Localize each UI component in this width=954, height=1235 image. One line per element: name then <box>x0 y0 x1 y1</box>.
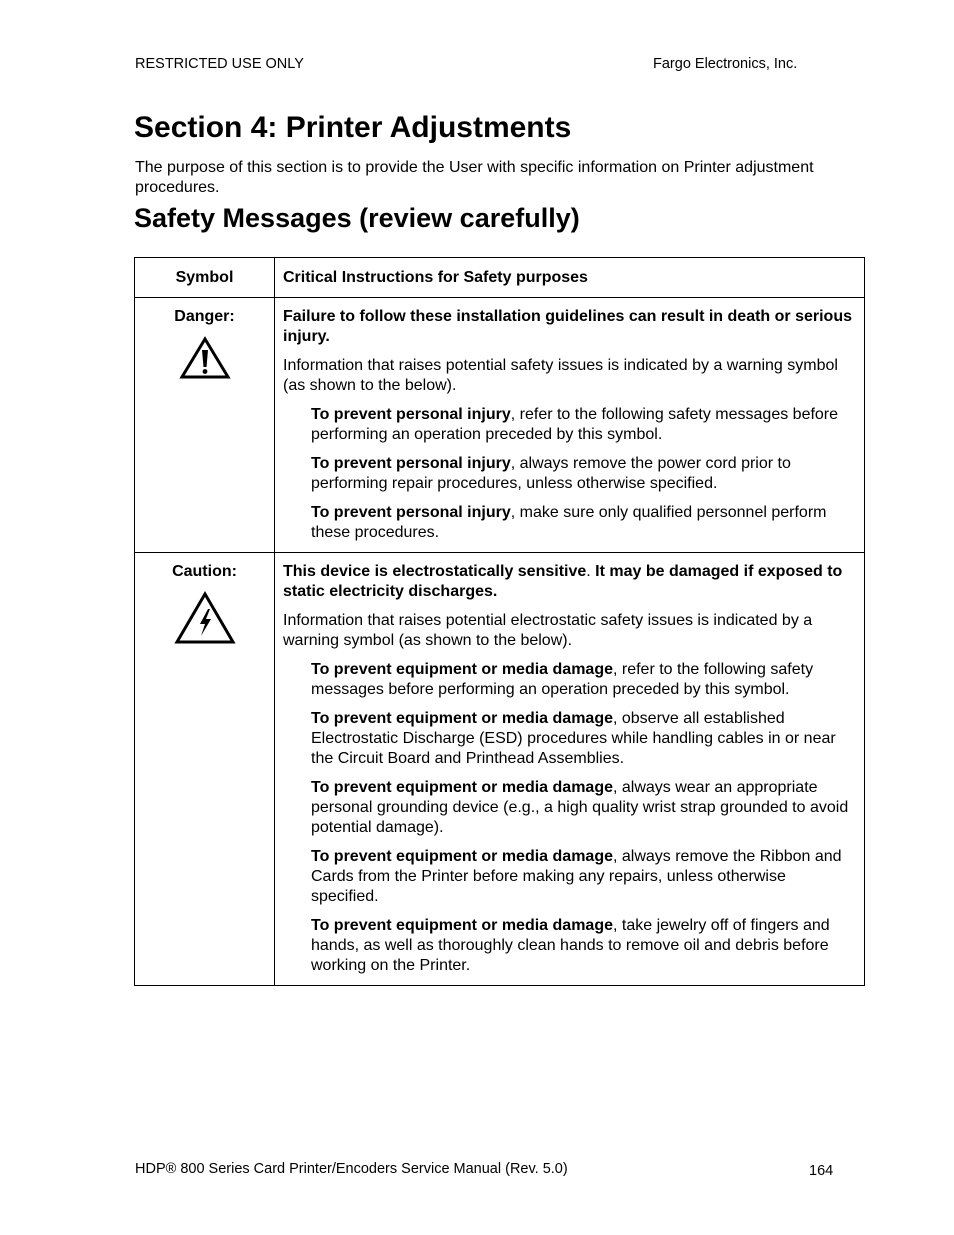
instructions-cell-danger <box>275 298 865 553</box>
list-item: To prevent personal injury, always remove the power cord prior to performing repair procedures, unless otherwise specified. <box>311 455 791 492</box>
symbol-cell-caution <box>135 553 275 986</box>
list-item: To prevent personal injury, refer to the following safety messages before performing an operation preceded by this symbol. <box>311 406 839 443</box>
electrostatic-warning-icon <box>174 591 236 645</box>
instructions-cell-caution <box>275 553 865 986</box>
danger-label: Danger: <box>174 308 235 325</box>
caution-lead: This device is electrostatically sensitive. It may be damaged if exposed to static electricity discharges. <box>283 563 843 600</box>
list-item: To prevent equipment or media damage, refer to the following safety messages before performing an operation preceded by this symbol. <box>311 661 814 698</box>
table-header-row <box>135 258 865 298</box>
safety-table <box>134 257 865 986</box>
table-row-caution <box>135 553 865 986</box>
list-item: To prevent equipment or media damage, observe all established Electrostatic Discharge (ESD) procedures while handling cables in or near the Circuit Board and Printhead Assemblies. <box>311 710 836 767</box>
list-item: To prevent equipment or media damage, always wear an appropriate personal grounding device (e.g., a high quality wrist strap grounded to avoid potential damage). <box>311 779 849 836</box>
column-header-symbol: Symbol <box>135 258 275 298</box>
list-item: To prevent equipment or media damage, take jewelry off of fingers and hands, as well as thoroughly clean hands to remove oil and debris before working on the Printer. <box>311 917 830 974</box>
section-title: Section 4: Printer Adjustments <box>134 111 572 144</box>
danger-lead: Failure to follow these installation guidelines can result in death or serious injury. <box>283 308 852 345</box>
column-header-instructions: Critical Instructions for Safety purposes <box>275 258 865 298</box>
section-intro: The purpose of this section is to provide the User with specific information on Printer adjustment procedures. <box>135 159 814 196</box>
list-item: To prevent equipment or media damage, always remove the Ribbon and Cards from the Printer before making any repairs, unless otherwise specified. <box>311 848 842 905</box>
symbol-cell-danger <box>135 298 275 553</box>
list-item: To prevent personal injury, make sure only qualified personnel perform these procedures. <box>311 504 827 541</box>
page-number: 164 <box>809 1163 834 1179</box>
footer-manual-title: HDP® 800 Series Card Printer/Encoders Service Manual (Rev. 5.0) <box>135 1161 568 1177</box>
warning-exclamation-icon <box>179 336 231 380</box>
caution-info: Information that raises potential electrostatic safety issues is indicated by a warning symbol (as shown to the below). <box>283 612 813 649</box>
danger-info: Information that raises potential safety issues is indicated by a warning symbol (as shown to the below). <box>283 357 838 394</box>
header-restricted-label: RESTRICTED USE ONLY <box>135 56 304 72</box>
caution-label: Caution: <box>172 563 237 580</box>
safety-messages-heading: Safety Messages (review carefully) <box>134 203 580 233</box>
header-company-name: Fargo Electronics, Inc. <box>653 56 798 72</box>
table-row-danger <box>135 298 865 553</box>
